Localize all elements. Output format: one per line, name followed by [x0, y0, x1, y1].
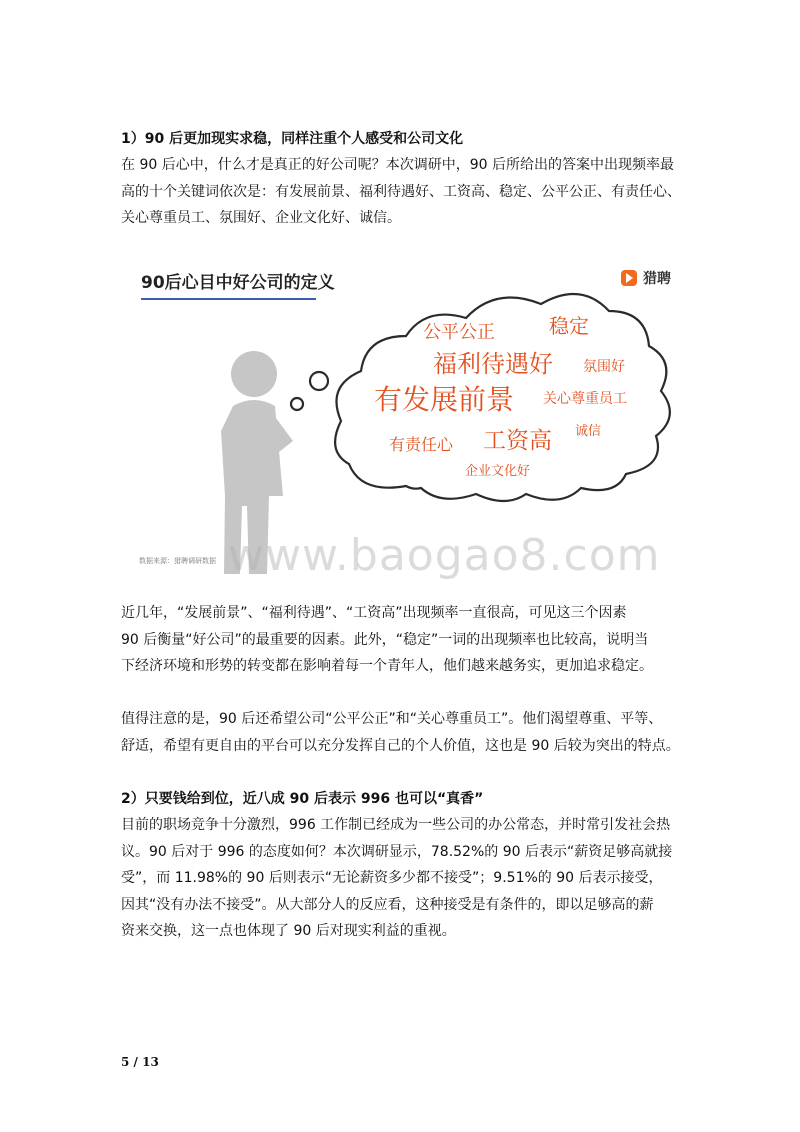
keyword: 有发展前景 — [374, 383, 515, 416]
brand-name: 猎聘 — [643, 271, 671, 287]
good-company-figure — [121, 256, 693, 576]
section1-heading: 1）90 后更加现实求稳，同样注重个人感受和公司文化 — [121, 131, 464, 147]
keyword: 福利待遇好 — [433, 350, 553, 378]
paragraph-line: 近几年，“发展前景”、“福利待遇”、“工资高”出现频率一直很高，可见这三个因素 — [121, 605, 627, 621]
paragraph-line: 值得注意的是，90 后还希望公司“公平公正”和“关心尊重员工”。他们渴望尊重、平等、 — [121, 711, 663, 727]
paragraph-2 — [121, 600, 693, 680]
keyword: 稳定 — [549, 314, 589, 338]
paragraph-line: 舒适，希望有更自由的平台可以充分发挥自己的个人价值，这也是 90 后较为突出的特点。 — [121, 737, 680, 754]
keyword: 企业文化好 — [465, 464, 531, 479]
paragraph-line: 关心尊重员工、氛围好、企业文化好、诚信。 — [121, 210, 401, 226]
keyword: 氛围好 — [583, 359, 625, 375]
keyword: 工资高 — [483, 428, 552, 454]
paragraph-line: 受”，而 11.98%的 90 后则表示“无论薪资多少都不接受”；9.51%的 90 后表示接受， — [121, 870, 663, 886]
figure-source: 数据来源：猎聘调研数据 — [139, 557, 216, 565]
section2-paragraph — [121, 812, 693, 945]
paragraph-3 — [121, 706, 693, 759]
paragraph-line: 在 90 后心中，什么才是真正的好公司呢？本次调研中，90 后所给出的答案中出现频率最 — [121, 157, 674, 173]
paragraph-line: 90 后衡量“好公司”的最重要的因素。此外，“稳定”一词的出现频率也比较高，说明当 — [121, 631, 649, 648]
watermark: www.baogao8.com — [228, 530, 661, 581]
paragraph-line: 下经济环境和形势的转变都在影响着每一个青年人，他们越来越务实，更加追求稳定。 — [121, 658, 653, 674]
paragraph-line: 资来交换，这一点也体现了 90 后对现实利益的重视。 — [121, 923, 456, 939]
paragraph-line: 高的十个关键词依次是：有发展前景、福利待遇好、工资高、稳定、公平公正、有责任心、 — [121, 183, 681, 200]
keyword: 关心尊重员工 — [543, 391, 627, 407]
figure-title: 90后心目中好公司的定义 — [141, 273, 335, 293]
paragraph-line: 目前的职场竞争十分激烈，996 工作制已经成为一些公司的办公常态，并时常引发社会热 — [121, 817, 671, 833]
keyword: 有责任心 — [389, 435, 454, 454]
paragraph-line: 因其“没有办法不接受”。从大部分人的反应看，这种接受是有条件的，即以足够高的薪 — [121, 896, 654, 913]
paragraph-line: 议。90 后对于 996 的态度如何？本次调研显示，78.52%的 90 后表示“薪资足够高就接 — [121, 843, 673, 860]
keyword: 诚信 — [575, 424, 602, 439]
page-number: 5 / 13 — [121, 1055, 159, 1069]
keyword: 公平公正 — [423, 322, 495, 343]
section1-paragraph — [121, 152, 693, 232]
section2-heading: 2）只要钱给到位，近八成 90 后表示 996 也可以“真香” — [121, 791, 484, 807]
